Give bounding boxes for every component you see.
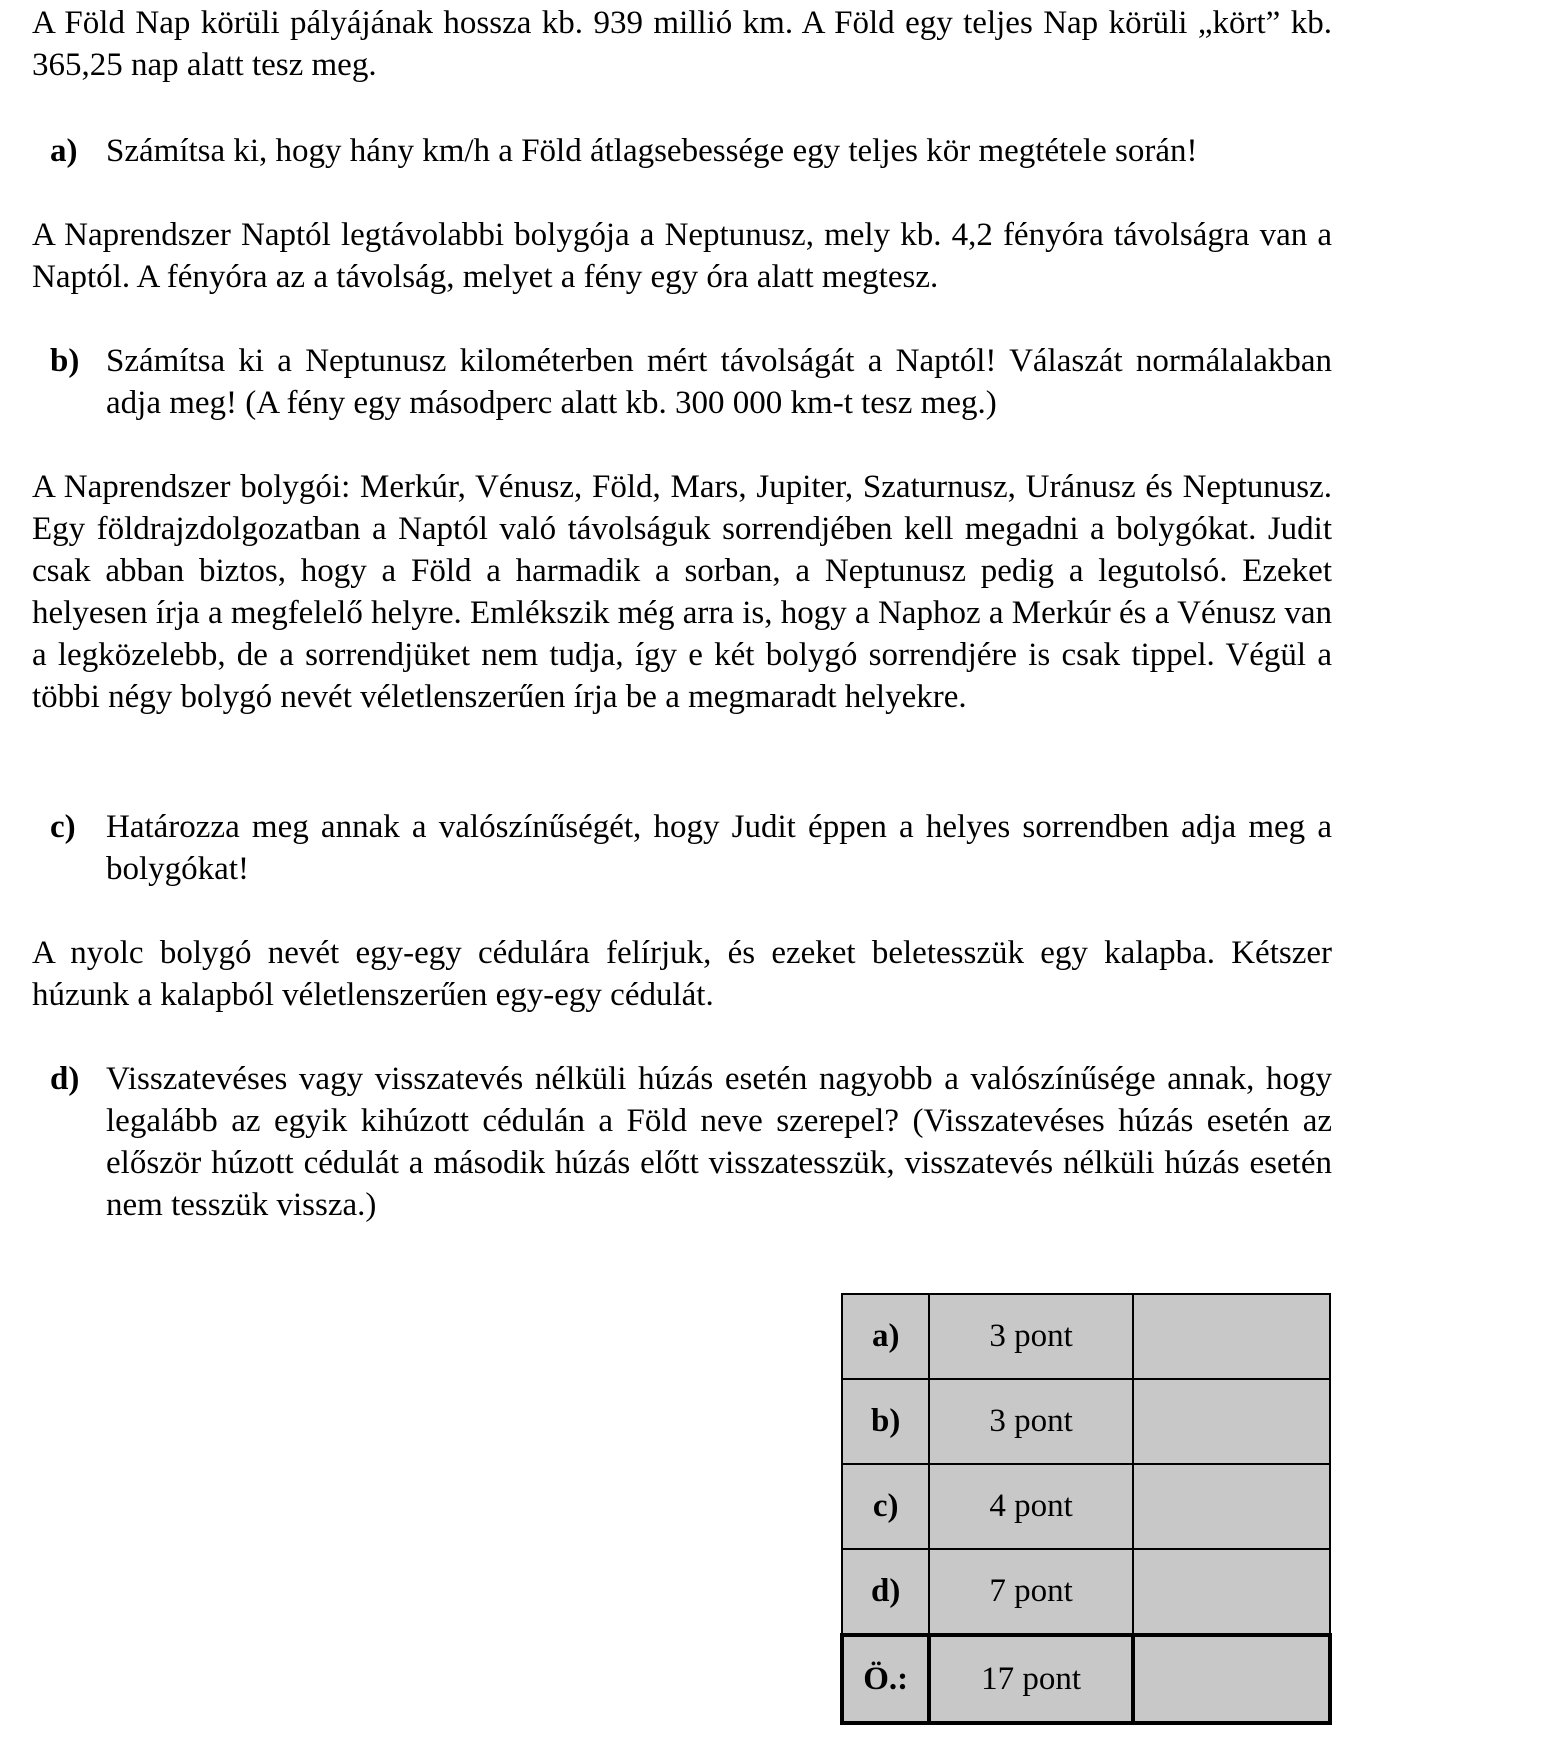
task-d	[50, 1058, 1332, 1226]
score-total-earned-cell	[1133, 1635, 1330, 1723]
score-total-label: Ö.:	[842, 1635, 929, 1723]
score-row-a	[842, 1294, 1330, 1379]
score-max-points: 4 pont	[929, 1464, 1132, 1549]
task-c	[50, 806, 1332, 890]
task-a-text: Számítsa ki, hogy hány km/h a Föld átlagsebessége egy teljes kör megtétele során!	[106, 133, 1198, 169]
score-part-label: c)	[842, 1464, 929, 1549]
task-b-text: Számítsa ki a Neptunusz kilométerben mért távolságát a Naptól! Válaszát normálalakban adja meg! (A fény egy másodperc alatt kb. 300 000 km-t tesz meg.)	[106, 343, 1332, 421]
intro-paragraph: A Föld Nap körüli pályájának hossza kb. 939 millió km. A Föld egy teljes Nap körüli „kört” kb. 365,25 nap alatt tesz meg.	[32, 5, 1332, 83]
score-row-total	[842, 1635, 1330, 1723]
task-a-label: a)	[50, 133, 78, 169]
score-row-d	[842, 1549, 1330, 1635]
neptune-paragraph: A Naprendszer Naptól legtávolabbi bolygója a Neptunusz, mely kb. 4,2 fényóra távolságra van a Naptól. A fényóra az a távolság, melyet a fény egy óra alatt megtesz.	[32, 217, 1332, 295]
score-table	[840, 1293, 1332, 1725]
score-total-points: 17 pont	[929, 1635, 1132, 1723]
score-max-points: 3 pont	[929, 1379, 1132, 1464]
score-max-points: 7 pont	[929, 1549, 1132, 1635]
score-max-points: 3 pont	[929, 1294, 1132, 1379]
task-b-label: b)	[50, 343, 80, 379]
score-earned-cell	[1133, 1464, 1330, 1549]
task-b	[50, 340, 1332, 424]
score-earned-cell	[1133, 1379, 1330, 1464]
score-row-c	[842, 1464, 1330, 1549]
task-d-text: Visszatevéses vagy visszatevés nélküli húzás esetén nagyobb a valószínűsége annak, hogy legalább az egyik kihúzott cédulán a Föld neve szerepel? (Visszatevéses húzás esetén az először húzott cédulát a második húzás előtt visszatesszük, visszatevés nélküli húzás esetén nem tesszük vissza.)	[106, 1061, 1332, 1223]
score-earned-cell	[1133, 1549, 1330, 1635]
score-part-label: d)	[842, 1549, 929, 1635]
task-c-label: c)	[50, 809, 76, 845]
task-d-label: d)	[50, 1061, 80, 1097]
score-part-label: b)	[842, 1379, 929, 1464]
hat-paragraph: A nyolc bolygó nevét egy-egy cédulára felírjuk, és ezeket beletesszük egy kalapba. Kétszer húzunk a kalapból véletlenszerűen egy-egy cédulát.	[32, 935, 1332, 1013]
task-a	[50, 130, 1332, 172]
task-c-text: Határozza meg annak a valószínűségét, hogy Judit éppen a helyes sorrendben adja meg a bolygókat!	[106, 809, 1332, 887]
planets-paragraph: A Naprendszer bolygói: Merkúr, Vénusz, Föld, Mars, Jupiter, Szaturnusz, Uránusz és Neptunusz. Egy földrajzdolgozatban a Naptól való távolságuk sorrendjében kell megadni a bolygókat. Judit csak abban biztos, hogy a Föld a harmadik a sorban, a Neptunusz pedig a legutolsó. Ezeket helyesen írja a megfelelő helyre. Emlékszik még arra is, hogy a Naphoz a Merkúr és a Vénusz van a legközelebb, de a sorrendjüket nem tudja, így e két bolygó sorrendjére is csak tippel. Végül a többi négy bolygó nevét véletlenszerűen írja be a megmaradt helyekre.	[32, 469, 1332, 715]
score-part-label: a)	[842, 1294, 929, 1379]
score-earned-cell	[1133, 1294, 1330, 1379]
score-row-b	[842, 1379, 1330, 1464]
